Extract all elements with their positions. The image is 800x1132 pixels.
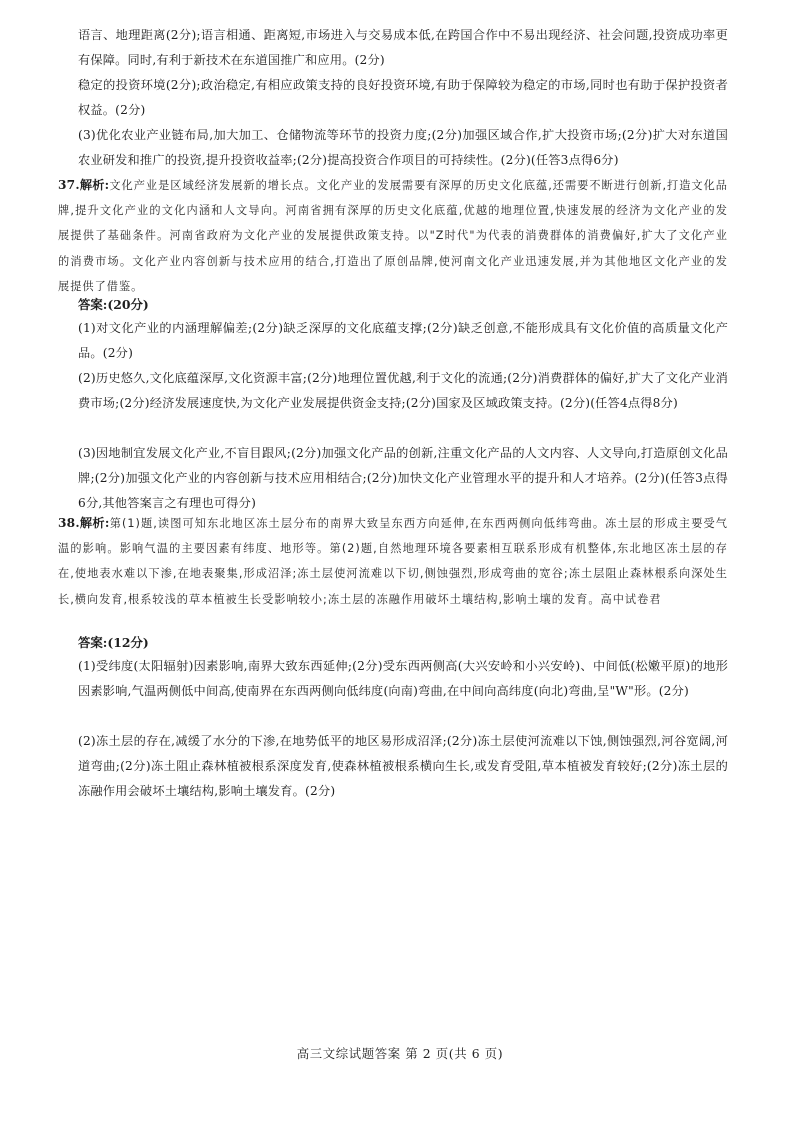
q37-answer-3: (3)因地制宜发展文化产业,不盲目跟风;(2分)加强文化产品的创新,注重文化产品的人文内容、人文导向,打造原创文化品牌;(2分)加强文化产业的内容创新与技术应用相结合;(2分)加快文化产业管理水平的提升和人才培养。(2分)(任答3点得6分,其他答案言之有理也可得分)	[78, 446, 728, 511]
q38-analysis	[58, 511, 728, 612]
q38-number: 38.	[58, 516, 80, 530]
q38-answer-2: (2)冻土层的存在,减缓了水分的下渗,在地势低平的地区易形成沼泽;(2分)冻土层使河流难以下蚀,侧蚀强烈,河谷宽阔,河道弯曲;(2分)冻土阻止森林植被根系深度发育,使森林植被根系横向生长,或发育受阻,草本植被发育较好;(2分)冻土层的冻融作用会破坏土壤结构,影响土壤发育。(2分)	[78, 734, 728, 799]
q37-analysis-label: 解析:	[79, 178, 110, 192]
q37-analysis-text: 文化产业是区域经济发展新的增长点。文化产业的发展需要有深厚的历史文化底蕴,还需要不断进行创新,打造文化品牌,提升文化产业的文化内涵和人文导向。河南省拥有深厚的历史文化底蕴,优越的地理位置,快速发展的经济为文化产业的发展提供了基础条件。河南省政府为文化产业的发展提供政策支持。以"Z时代"为代表的消费群体的消费偏好,扩大了文化产业的消费市场。文化产业内容创新与技术应用的结合,打造出了原创品牌,使河南文化产业迅速发展,并为其他地区文化产业的发展提供了借鉴。	[58, 179, 728, 293]
q37-analysis	[58, 173, 728, 299]
prev-answer-paragraph-1: 语言、地理距离(2分);语言相通、距离短,市场进入与交易成本低,在跨国合作中不易出现经济、社会问题,投资成功率更有保障。同时,有利于新技术在东道国推广和应用。(2分)	[78, 28, 728, 68]
q37-answer-1: (1)对文化产业的内涵理解偏差;(2分)缺乏深厚的文化底蕴支撑;(2分)缺乏创意,不能形成具有文化价值的高质量文化产品。(2分)	[78, 321, 728, 361]
prev-answer-paragraph-3: (3)优化农业产业链布局,加大加工、仓储物流等环节的投资力度;(2分)加强区域合作,扩大投资市场;(2分)扩大对东道国农业研发和推广的投资,提升投资收益率;(2分)提高投资合作项目的可持续性。(2分)(任答3点得6分)	[78, 128, 728, 168]
page-footer: 高三文综试题答案 第 2 页(共 6 页)	[296, 1046, 504, 1061]
q38-answer-heading: 答案:(12分)	[78, 635, 149, 650]
q38-analysis-label: 解析:	[79, 516, 110, 530]
q38-answer-1: (1)受纬度(太阳辐射)因素影响,南界大致东西延伸;(2分)受东西两侧高(大兴安岭和小兴安岭)、中间低(松嫩平原)的地形因素影响,气温两侧低中间高,使南界在东西两侧向低纬度(向南)弯曲,在中间向高纬度(向北)弯曲,呈"W"形。(2分)	[78, 659, 728, 699]
q38-analysis-text: 第(1)题,读图可知东北地区冻土层分布的南界大致呈东西方向延伸,在东西两侧向低纬弯曲。冻土层的形成主要受气温的影响。影响气温的主要因素有纬度、地形等。第(2)题,自然地理环境各要素相互联系形成有机整体,东北地区冻土层的存在,使地表水难以下渗,在地表聚集,形成沼泽;冻土层使河流难以下切,侧蚀强烈,形成弯曲的宽谷;冻土层阻止森林根系向深处生长,横向发育,根系较浅的草本植被生长受影响较小;冻土层的冻融作用破坏土壤结构,影响土壤的发育。高中试卷君	[58, 517, 728, 606]
q37-answer-heading: 答案:(20分)	[78, 297, 149, 312]
q37-number: 37.	[58, 178, 80, 192]
q37-answer-2: (2)历史悠久,文化底蕴深厚,文化资源丰富;(2分)地理位置优越,利于文化的流通;(2分)消费群体的偏好,扩大了文化产业消费市场;(2分)经济发展速度快,为文化产业发展提供资金支持;(2分)国家及区域政策支持。(2分)(任答4点得8分)	[78, 371, 728, 411]
prev-answer-paragraph-2: 稳定的投资环境(2分);政治稳定,有相应政策支持的良好投资环境,有助于保障较为稳定的市场,同时也有助于保护投资者权益。(2分)	[78, 78, 728, 118]
